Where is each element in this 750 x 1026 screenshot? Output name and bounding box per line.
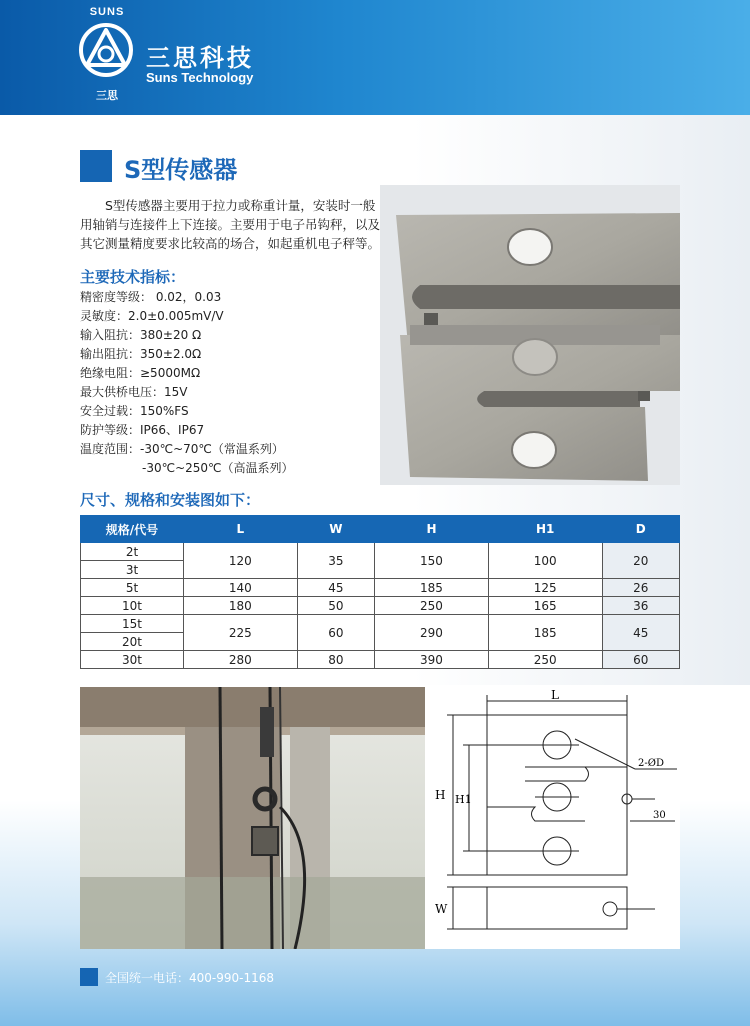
model-cell: 2t <box>81 543 184 561</box>
value-cell: 250 <box>488 651 602 669</box>
title-marker <box>80 150 112 182</box>
value-cell: 125 <box>488 579 602 597</box>
footer-phone: 全国统一电话：400-990-1168 <box>105 971 275 985</box>
spec-item: 输出阻抗：350±2.0Ω <box>80 347 202 361</box>
footer-marker <box>80 968 98 986</box>
spec-list <box>80 288 294 478</box>
value-cell: 35 <box>297 543 374 579</box>
header-banner <box>0 0 750 115</box>
model-cell: 20t <box>81 633 184 651</box>
spec-item: 精密度等级： 0.02，0.03 <box>80 290 222 304</box>
value-cell: 185 <box>375 579 489 597</box>
column-header: H1 <box>488 516 602 543</box>
value-cell: 26 <box>602 579 679 597</box>
drawing-label-30: 30 <box>653 810 666 821</box>
column-header: W <box>297 516 374 543</box>
value-cell: 185 <box>488 615 602 651</box>
value-cell: 60 <box>297 615 374 651</box>
value-cell: 250 <box>375 597 489 615</box>
dimension-table <box>80 515 680 669</box>
table-header-row <box>81 516 680 543</box>
brand-name-en: Suns Technology <box>146 70 254 85</box>
dimension-heading: 尺寸、规格和安装图如下： <box>80 491 261 509</box>
model-cell: 10t <box>81 597 184 615</box>
value-cell: 80 <box>297 651 374 669</box>
table-row <box>81 615 680 633</box>
value-cell: 150 <box>375 543 489 579</box>
drawing-label-W: W <box>435 902 448 916</box>
model-cell: 3t <box>81 561 184 579</box>
spec-item: 灵敏度：2.0±0.005mV/V <box>80 309 224 323</box>
value-cell: 20 <box>602 543 679 579</box>
dimension-drawing <box>425 687 680 949</box>
logo-text-cn: 三思 <box>96 89 118 102</box>
value-cell: 50 <box>297 597 374 615</box>
column-header: 规格/代号 <box>81 516 184 543</box>
value-cell: 140 <box>184 579 298 597</box>
value-cell: 45 <box>602 615 679 651</box>
value-cell: 280 <box>184 651 298 669</box>
brand-name-cn: 三思科技 <box>146 44 254 72</box>
intro-paragraph: S型传感器主要用于拉力或称重计量，安装时一般用轴销与连接件上下连接。主要用于电子吊钩秤，以及其它测量精度要求比较高的场合，如起重机电子秤等。 <box>80 198 381 251</box>
value-cell: 290 <box>375 615 489 651</box>
column-header: D <box>602 516 679 543</box>
spec-item: 防护等级：IP66、IP67 <box>80 423 205 437</box>
value-cell: 45 <box>297 579 374 597</box>
spec-item: 输入阻抗：380±20 Ω <box>80 328 202 342</box>
column-header: H <box>375 516 489 543</box>
value-cell: 180 <box>184 597 298 615</box>
company-logo-icon <box>78 22 134 78</box>
drawing-label-H: H <box>435 788 446 802</box>
model-cell: 5t <box>81 579 184 597</box>
spec-item: -30℃~250℃（高温系列） <box>142 461 294 475</box>
value-cell: 100 <box>488 543 602 579</box>
value-cell: 36 <box>602 597 679 615</box>
value-cell: 165 <box>488 597 602 615</box>
value-cell: 225 <box>184 615 298 651</box>
spec-item: 绝缘电阻：≥5000MΩ <box>80 366 201 380</box>
value-cell: 390 <box>375 651 489 669</box>
column-header: L <box>184 516 298 543</box>
drawing-label-hole: 2-ØD <box>638 758 664 769</box>
s-type-sensor-photo <box>380 185 680 485</box>
value-cell: 60 <box>602 651 679 669</box>
spec-item: 安全过载：150%FS <box>80 404 189 418</box>
drawing-label-H1: H1 <box>455 793 472 806</box>
table-row <box>81 579 680 597</box>
table-row <box>81 651 680 669</box>
logo-text-en: SUNS <box>89 6 125 18</box>
table-row <box>81 543 680 561</box>
installation-photo <box>80 687 425 949</box>
spec-item: 最大供桥电压：15V <box>80 385 188 399</box>
drawing-label-L: L <box>551 688 559 702</box>
model-cell: 15t <box>81 615 184 633</box>
page-title: S型传感器 <box>124 156 238 184</box>
model-cell: 30t <box>81 651 184 669</box>
table-row <box>81 597 680 615</box>
value-cell: 120 <box>184 543 298 579</box>
spec-heading: 主要技术指标： <box>80 268 186 286</box>
spec-item: 温度范围：-30℃~70℃（常温系列） <box>80 442 284 456</box>
